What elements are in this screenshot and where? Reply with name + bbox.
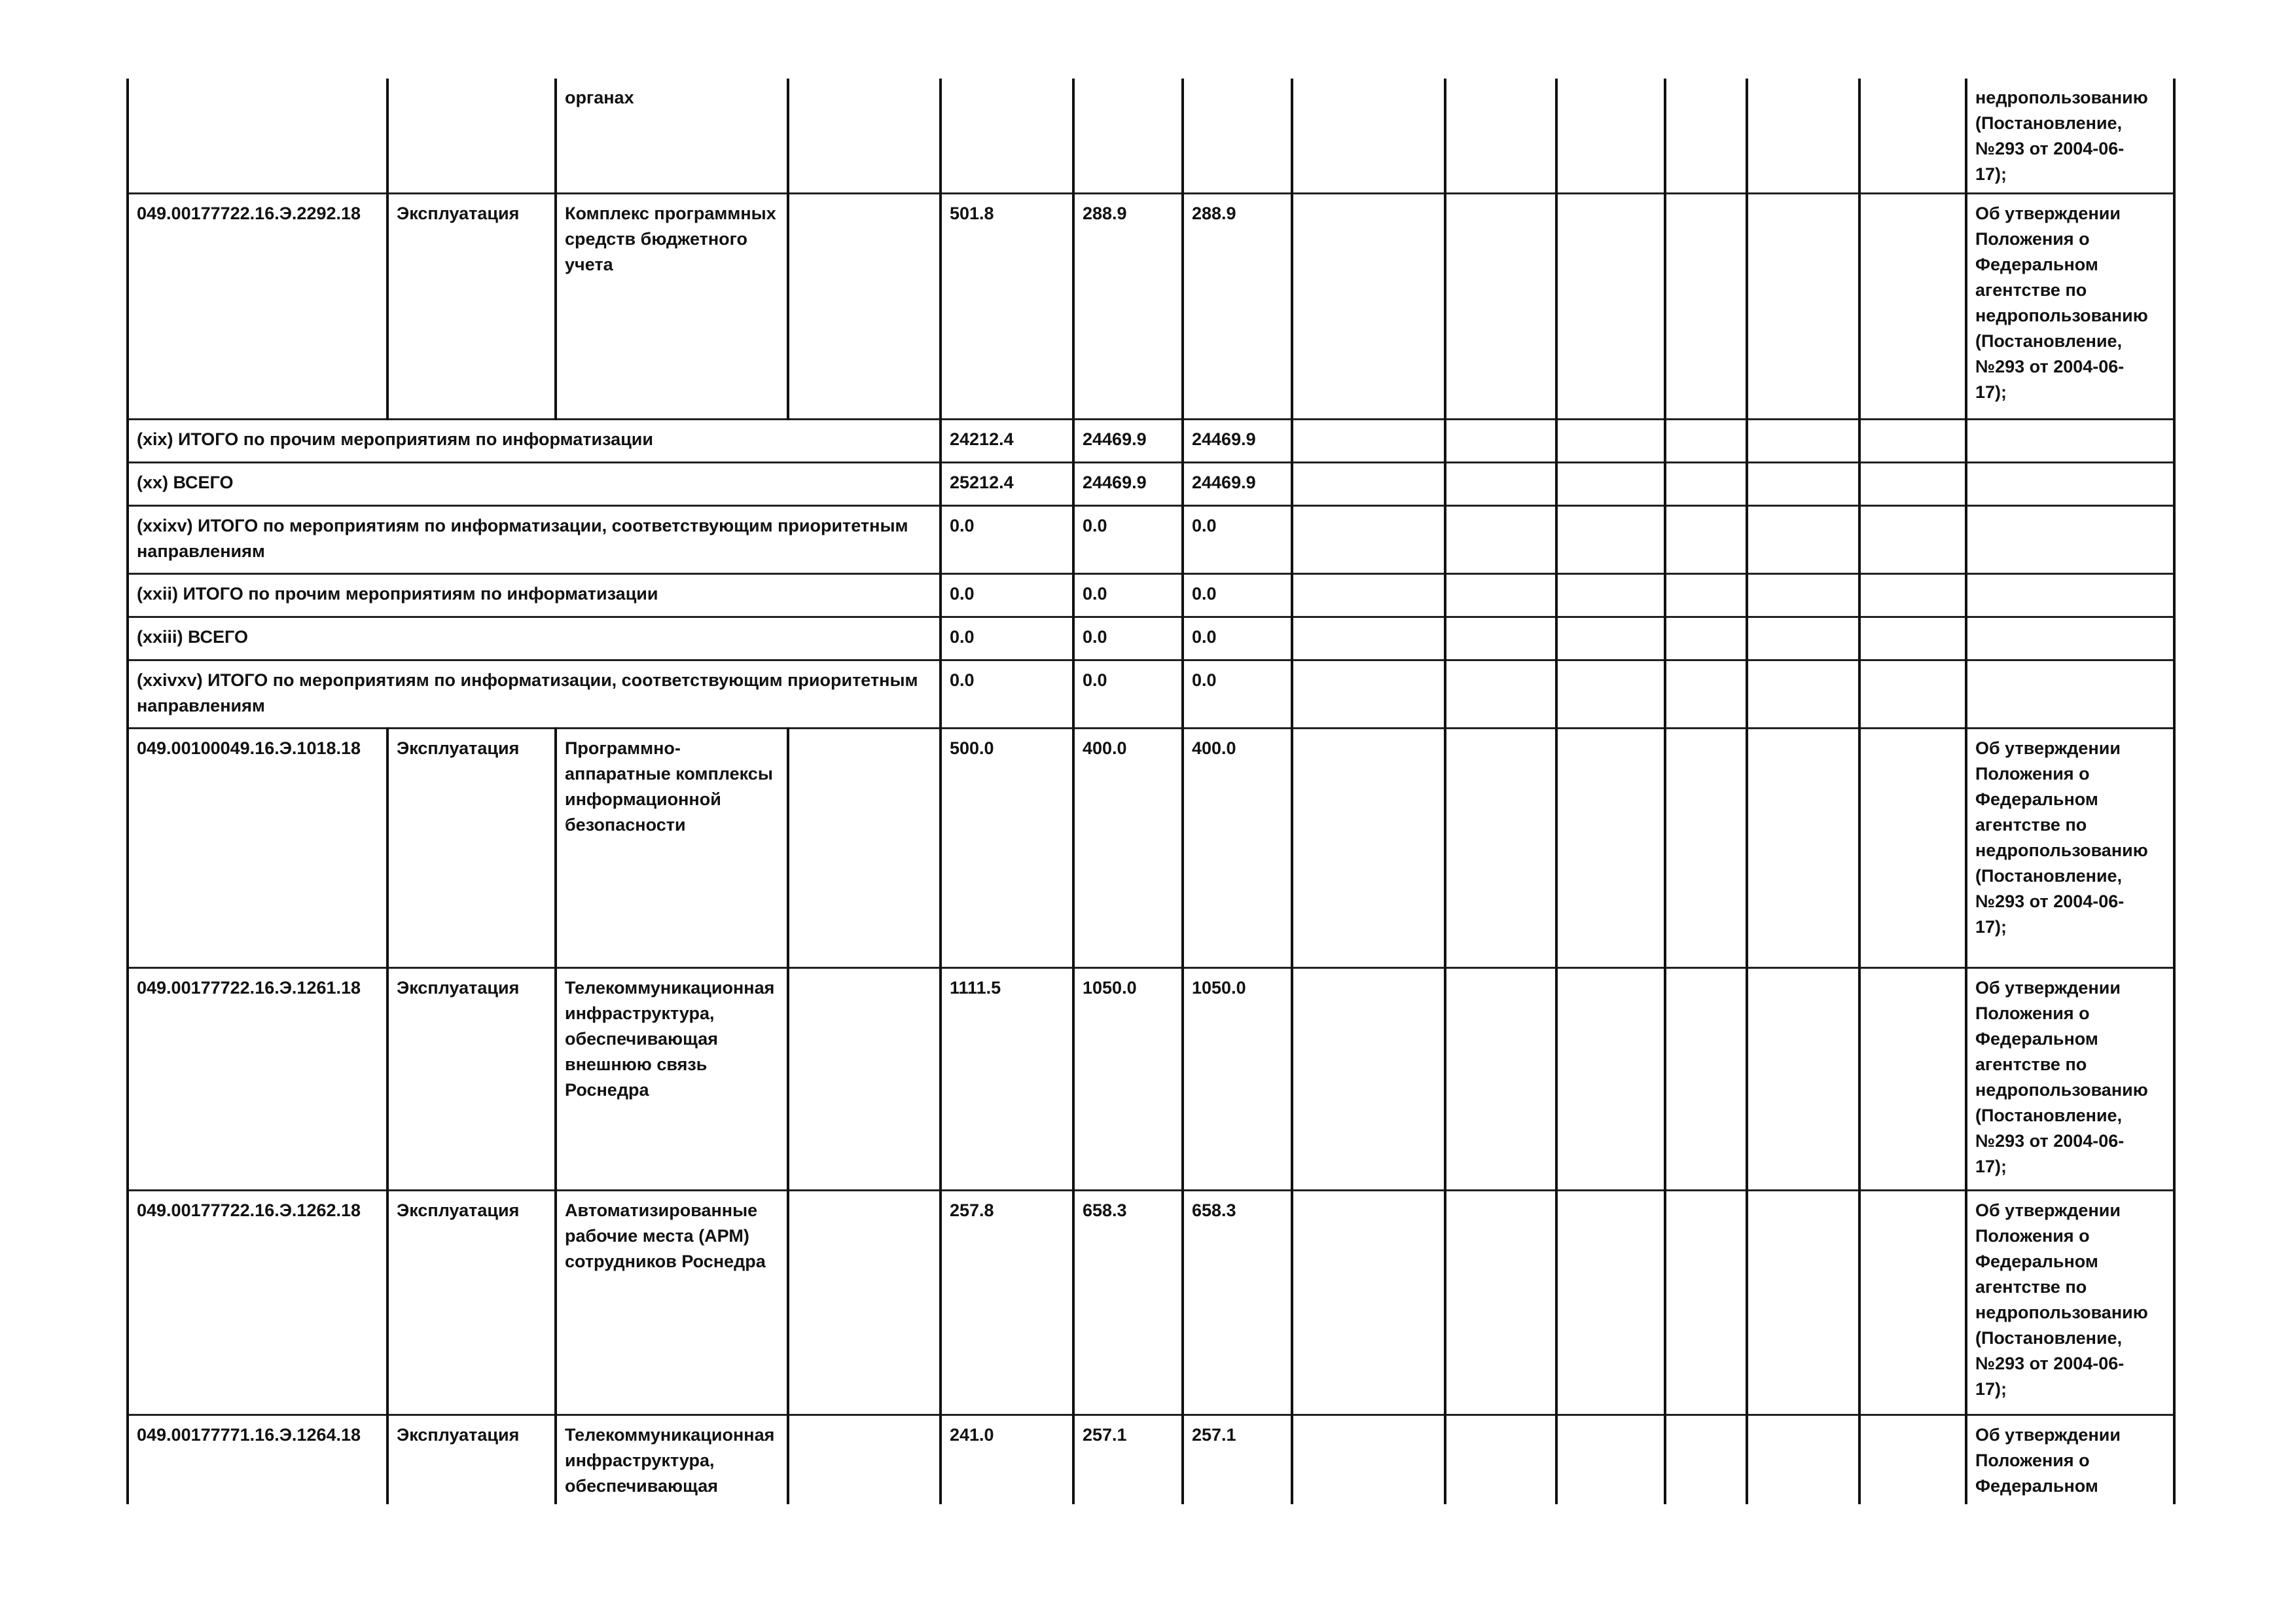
- item-name: Комплекс программных средств бюджетного учета: [556, 194, 788, 420]
- item-name: Автоматизированные рабочие места (АРМ) сотрудников Роснедра: [556, 1191, 788, 1415]
- legal-basis: Об утверждении Положения о Федеральном агентстве по недропользованию (Постановление, №293 от 2004-06- 17);: [1966, 194, 2174, 420]
- item-code: 049.00177722.16.Э.1261.18: [128, 968, 387, 1191]
- value-2: 24469.9: [1073, 420, 1183, 463]
- item-code: 049.00100049.16.Э.1018.18: [128, 729, 387, 968]
- value-2: 658.3: [1073, 1191, 1183, 1415]
- summary-label: (xxivxv) ИТОГО по мероприятиям по информатизации, соответствующим приоритетным направлениям: [128, 660, 941, 729]
- item-stage: Эксплуатация: [387, 968, 556, 1191]
- item-stage: Эксплуатация: [387, 729, 556, 968]
- summary-label: (xxiii) ВСЕГО: [128, 617, 941, 660]
- item-name: Программно- аппаратные комплексы информационной безопасности: [556, 729, 788, 968]
- value-1: 1111.5: [941, 968, 1073, 1191]
- table-row: [128, 194, 2174, 420]
- legal-basis: Об утверждении Положения о Федеральном: [1966, 1415, 2174, 1505]
- summary-label: (xix) ИТОГО по прочим мероприятиям по информатизации: [128, 420, 941, 463]
- value-3: 0.0: [1183, 574, 1292, 617]
- value-1: 0.0: [941, 506, 1073, 574]
- value-3: 0.0: [1183, 617, 1292, 660]
- value-1: 0.0: [941, 617, 1073, 660]
- value-2: 0.0: [1073, 506, 1183, 574]
- value-3: 257.1: [1183, 1415, 1292, 1505]
- table-row: [128, 79, 2174, 194]
- summary-row: [128, 463, 2174, 506]
- value-1: 257.8: [941, 1191, 1073, 1415]
- value-2: 288.9: [1073, 194, 1183, 420]
- value-3: 400.0: [1183, 729, 1292, 968]
- value-3: 24469.9: [1183, 420, 1292, 463]
- legal-basis: недропользованию (Постановление, №293 от 2004-06- 17);: [1966, 79, 2174, 194]
- value-3: 0.0: [1183, 506, 1292, 574]
- legal-basis: Об утверждении Положения о Федеральном агентстве по недропользованию (Постановление, №293 от 2004-06- 17);: [1966, 968, 2174, 1191]
- item-stage: Эксплуатация: [387, 1415, 556, 1505]
- summary-label: (xx) ВСЕГО: [128, 463, 941, 506]
- value-2: 0.0: [1073, 617, 1183, 660]
- value-3: 0.0: [1183, 660, 1292, 729]
- value-1: 500.0: [941, 729, 1073, 968]
- table-row: [128, 729, 2174, 968]
- value-2: 0.0: [1073, 574, 1183, 617]
- summary-label: (xxii) ИТОГО по прочим мероприятиям по информатизации: [128, 574, 941, 617]
- value-1: 501.8: [941, 194, 1073, 420]
- table-row: [128, 1191, 2174, 1415]
- summary-row: [128, 617, 2174, 660]
- summary-row: [128, 574, 2174, 617]
- summary-row: [128, 506, 2174, 574]
- item-code: 049.00177722.16.Э.1262.18: [128, 1191, 387, 1415]
- value-1: 0.0: [941, 574, 1073, 617]
- table-row: [128, 968, 2174, 1191]
- item-code: 049.00177722.16.Э.2292.18: [128, 194, 387, 420]
- item-stage: Эксплуатация: [387, 1191, 556, 1415]
- item-code: 049.00177771.16.Э.1264.18: [128, 1415, 387, 1505]
- value-1: 25212.4: [941, 463, 1073, 506]
- value-2: 24469.9: [1073, 463, 1183, 506]
- summary-row: [128, 420, 2174, 463]
- value-2: 1050.0: [1073, 968, 1183, 1191]
- value-2: 257.1: [1073, 1415, 1183, 1505]
- value-2: 0.0: [1073, 660, 1183, 729]
- value-1: 0.0: [941, 660, 1073, 729]
- item-name: органах: [556, 79, 788, 194]
- item-stage: Эксплуатация: [387, 194, 556, 420]
- table-row: [128, 1415, 2174, 1505]
- value-1: 24212.4: [941, 420, 1073, 463]
- summary-row: [128, 660, 2174, 729]
- budget-table: [126, 79, 2176, 1504]
- value-2: 400.0: [1073, 729, 1183, 968]
- legal-basis: Об утверждении Положения о Федеральном агентстве по недропользованию (Постановление, №293 от 2004-06- 17);: [1966, 729, 2174, 968]
- value-1: 241.0: [941, 1415, 1073, 1505]
- item-name: Телекоммуникационная инфраструктура, обеспечивающая: [556, 1415, 788, 1505]
- summary-label: (xxixv) ИТОГО по мероприятиям по информатизации, соответствующим приоритетным направлениям: [128, 506, 941, 574]
- value-3: 658.3: [1183, 1191, 1292, 1415]
- value-3: 24469.9: [1183, 463, 1292, 506]
- legal-basis: Об утверждении Положения о Федеральном агентстве по недропользованию (Постановление, №293 от 2004-06- 17);: [1966, 1191, 2174, 1415]
- item-name: Телекоммуникационная инфраструктура, обеспечивающая внешнюю связь Роснедра: [556, 968, 788, 1191]
- value-3: 1050.0: [1183, 968, 1292, 1191]
- value-3: 288.9: [1183, 194, 1292, 420]
